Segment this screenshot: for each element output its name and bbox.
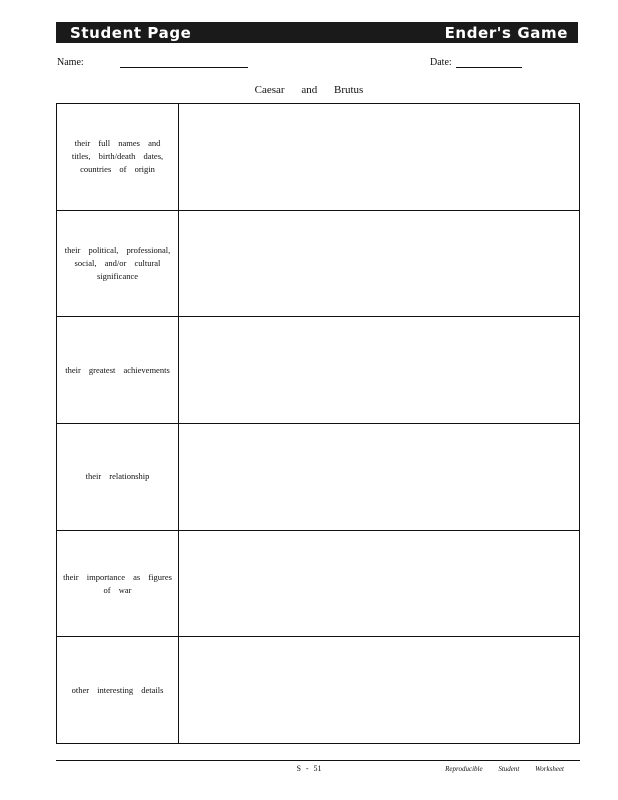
name-label: Name: [57,57,84,68]
row-label: their political, professional, social, and/or cultural significance [57,211,179,317]
header-left-title: Student Page [70,23,192,42]
header-right-title: Ender's Game [444,23,568,42]
table-row [57,104,579,211]
answer-cell[interactable] [179,424,579,530]
page-number: S - 51 [296,764,322,773]
date-field[interactable] [430,56,522,68]
answer-cell[interactable] [179,531,579,637]
row-label: their greatest achievements [57,317,179,423]
footer-note: Reproducible Student Worksheet [445,765,564,773]
table-row [57,424,579,531]
date-line[interactable] [456,56,522,68]
table-row [57,211,579,318]
worksheet-subtitle: Caesar and Brutus [254,84,364,96]
name-line[interactable] [120,56,248,68]
answer-cell[interactable] [179,211,579,317]
row-label: their relationship [57,424,179,530]
name-field[interactable] [57,56,248,68]
table-row [57,317,579,424]
answer-cell[interactable] [179,104,579,210]
row-label: their full names and titles, birth/death dates, countries of origin [57,104,179,210]
answer-cell[interactable] [179,637,579,743]
header-bar [56,22,578,43]
answer-cell[interactable] [179,317,579,423]
table-row [57,531,579,638]
row-label: other interesting details [57,637,179,743]
footer-divider [56,760,580,761]
row-label: their importance as figures of war [57,531,179,637]
date-label: Date: [430,57,452,68]
worksheet-table [56,103,580,744]
table-row [57,637,579,743]
